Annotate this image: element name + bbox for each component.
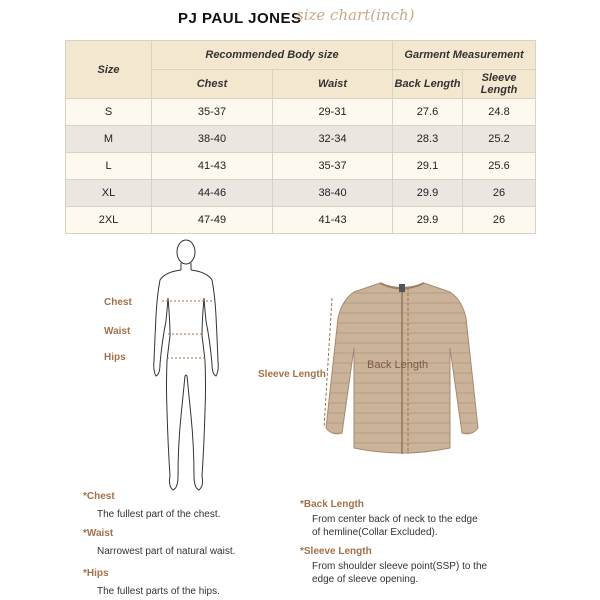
hips-label: Hips <box>104 352 126 363</box>
size-table <box>65 40 536 234</box>
back-def-text-1: From center back of neck to the edge <box>312 514 478 525</box>
size-header: Size <box>66 41 152 99</box>
chest-label: Chest <box>104 297 132 308</box>
cell-back-length: 28.3 <box>393 126 463 153</box>
cell-sleeve-length: 25.2 <box>463 126 536 153</box>
cell-chest: 35-37 <box>152 99 273 126</box>
sleeve-length-definition <box>300 546 372 557</box>
sleeve-length-label: Sleeve Length <box>258 369 326 380</box>
hips-definition <box>83 568 109 579</box>
waist-label: Waist <box>104 326 131 337</box>
cell-back-length: 29.9 <box>393 207 463 234</box>
cell-sleeve-length: 25.6 <box>463 153 536 180</box>
waist-def-title: *Waist <box>83 528 114 539</box>
cell-waist: 29-31 <box>273 99 393 126</box>
table-header-row-1 <box>66 41 536 70</box>
col-chest: Chest <box>152 70 273 99</box>
cell-sleeve-length: 24.8 <box>463 99 536 126</box>
brand-name: PJ PAUL JONES <box>178 10 302 27</box>
chest-def-text: The fullest part of the chest. <box>97 509 221 520</box>
hips-definition-body <box>97 585 220 598</box>
table-row <box>66 99 536 126</box>
chest-definition-body <box>97 508 220 521</box>
col-sleeve-length: Sleeve Length <box>463 70 536 99</box>
hips-def-title: *Hips <box>83 568 109 579</box>
hips-def-text: The fullest parts of the hips. <box>97 586 220 597</box>
table-row <box>66 126 536 153</box>
cell-chest: 38-40 <box>152 126 273 153</box>
body-outline-figure <box>140 236 240 502</box>
back-def-title: *Back Length <box>300 499 364 510</box>
recommended-body-size-header: Recommended Body size <box>152 41 393 70</box>
sleeve-def-text-1: From shoulder sleeve point(SSP) to the <box>312 561 488 572</box>
col-back-length: Back Length <box>393 70 463 99</box>
garment-measurement-header: Garment Measurement <box>393 41 536 70</box>
cell-chest: 47-49 <box>152 207 273 234</box>
cell-size: M <box>66 126 152 153</box>
waist-definition <box>83 528 113 539</box>
sleeve-def-title: *Sleeve Length <box>300 546 372 557</box>
sleeve-def-text-2: edge of sleeve opening. <box>312 574 419 585</box>
table-row <box>66 180 536 207</box>
back-length-definition-body <box>312 513 478 539</box>
cell-waist: 32-34 <box>273 126 393 153</box>
cell-sleeve-length: 26 <box>463 180 536 207</box>
cell-size: S <box>66 99 152 126</box>
table-row <box>66 153 536 180</box>
cell-sleeve-length: 26 <box>463 207 536 234</box>
chest-def-title: *Chest <box>83 491 115 502</box>
cell-back-length: 29.1 <box>393 153 463 180</box>
cell-waist: 38-40 <box>273 180 393 207</box>
back-length-definition <box>300 499 364 510</box>
cell-chest: 44-46 <box>152 180 273 207</box>
cell-back-length: 29.9 <box>393 180 463 207</box>
sleeve-length-definition-body <box>312 560 487 586</box>
col-waist: Waist <box>273 70 393 99</box>
chart-title <box>0 6 600 28</box>
cell-waist: 41-43 <box>273 207 393 234</box>
cell-back-length: 27.6 <box>393 99 463 126</box>
chest-definition <box>83 491 115 502</box>
cell-size: L <box>66 153 152 180</box>
cell-size: XL <box>66 180 152 207</box>
back-length-label: Back Length <box>367 359 429 371</box>
back-def-text-2: of hemline(Collar Excluded). <box>312 527 438 538</box>
cell-waist: 35-37 <box>273 153 393 180</box>
waist-definition-body <box>97 545 235 558</box>
waist-def-text: Narrowest part of natural waist. <box>97 546 236 557</box>
table-row <box>66 207 536 234</box>
cell-size: 2XL <box>66 207 152 234</box>
cell-chest: 41-43 <box>152 153 273 180</box>
chart-subtitle: size chart(inch) <box>296 6 415 24</box>
